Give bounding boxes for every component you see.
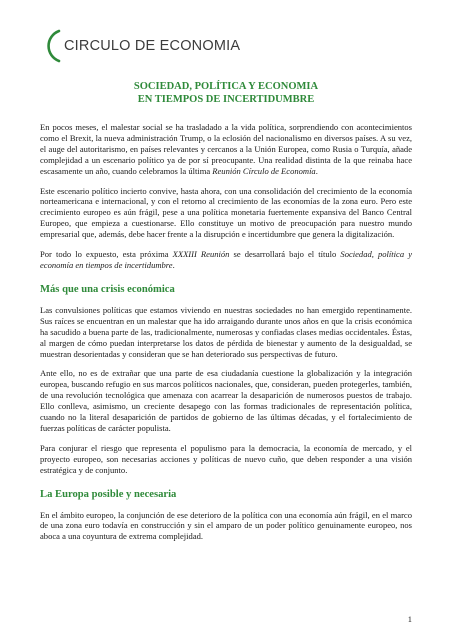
title-line-1: SOCIEDAD, POLÍTICA Y ECONOMIA <box>133 81 319 92</box>
intro-p3-emphasis-2: Sociedad, política y economía en tiempos de incertidumbre <box>40 249 412 270</box>
intro-paragraph-3 <box>40 249 412 271</box>
intro-p3-emphasis-1: XXXIII Reunión <box>172 249 230 260</box>
intro-p3-before: Por todo lo expuesto, esta próxima <box>40 249 173 260</box>
page-number: 1 <box>407 614 412 624</box>
title-line-2: EN TIEMPOS DE INCERTIDUMBRE <box>137 94 315 105</box>
section2-paragraph-1: En el ámbito europeo, la conjunción de ese deterioro de la política con una economía aún frágil, en el marco de una zona euro todavía en construcción y sin el amparo de un poder político genuinamente europeo, nos aboca a una coyuntura de extrema complejidad. <box>40 509 412 542</box>
logo <box>40 28 240 64</box>
intro-p1-emphasis: Reunión Círculo de Economía <box>212 165 316 176</box>
document-body <box>40 122 412 551</box>
intro-p1-end: . <box>315 165 318 176</box>
intro-paragraph-2: Este escenario político incierto convive, hasta ahora, con una consolidación del crecimiento de la economía norteamericana e internacional, y con el retorno al crecimiento de las economías de la zona euro. Pero este crecimiento europeo es aún frágil, pese a una política monetaria fuertemente expansiva del Banco Central Europeo, que empieza a cuestionarse. Ello constituye un motivo de preocupación para nuestro mundo empresarial que, además, debe hacer frente a la disrupción e incertidumbre que genera la digitalización. <box>40 185 412 240</box>
intro-p3-middle: se desarrollará bajo el título <box>229 249 341 260</box>
section1-paragraph-1: Las convulsiones políticas que estamos viviendo en nuestras sociedades no han emergido repentinamente. Sus raíces se encuentran en un malestar que ha ido arraigando durante unos años en que la crisis económica ha sacudido a buena parte de las, tradicionalmente, numerosas y confiadas clases medias occidentales. Éstas, al margen de cómo puedan interpretarse los datos de pérdida de bienestar y aumento de la desigualdad, se muestran desorientadas y consideran que se han deteriorado sus perspectivas de futuro. <box>40 304 412 359</box>
section-heading-crisis: Más que una crisis económica <box>40 283 175 295</box>
section1-paragraph-3: Para conjurar el riesgo que representa el populismo para la democracia, la economía de mercado, y el proyecto europeo, son necesarias acciones y políticas de nuevo cuño, que deben responder a una visión estratégica y de conjunto. <box>40 442 412 475</box>
section1-paragraph-2: Ante ello, no es de extrañar que una parte de esa ciudadanía cuestione la globalización y la integración europea, buscando refugio en sus marcos políticos nacionales, que, consideran, pueden protegerles, también, de una revolución tecnológica que amenaza con acarrear la desaparición de numerosos puestos de trabajo. Ello conlleva, asimismo, un creciente desapego con las formas tradicionales de representación política, cuando no la literal desaparición de partidos de gobierno de las últimas décadas, y el fortalecimiento de fuerzas políticas de carácter populista. <box>40 368 412 433</box>
intro-p1-text: En pocos meses, el malestar social se ha trasladado a la vida política, sorprendiendo con acontecimientos como el Brexit, la nueva administración Trump, o la eclosión del nacionalismo en diversos países. A su vez, el auge del autoritarismo, en países relevantes y cercanos a la Unión Europea, como Rusia o Turquía, añade complejidad a un escenario político ya de por sí preocupante. Una realidad distinta de la que reinaba hace escasamente un año, cuando celebramos la última <box>40 122 412 176</box>
intro-paragraph-1 <box>40 122 412 177</box>
logo-arc-icon <box>40 28 62 64</box>
page-title <box>0 80 452 106</box>
section-heading-europa: La Europa posible y necesaria <box>40 488 177 500</box>
brand-name: CIRCULO DE ECONOMIA <box>64 38 241 54</box>
intro-p3-end: . <box>172 259 175 270</box>
